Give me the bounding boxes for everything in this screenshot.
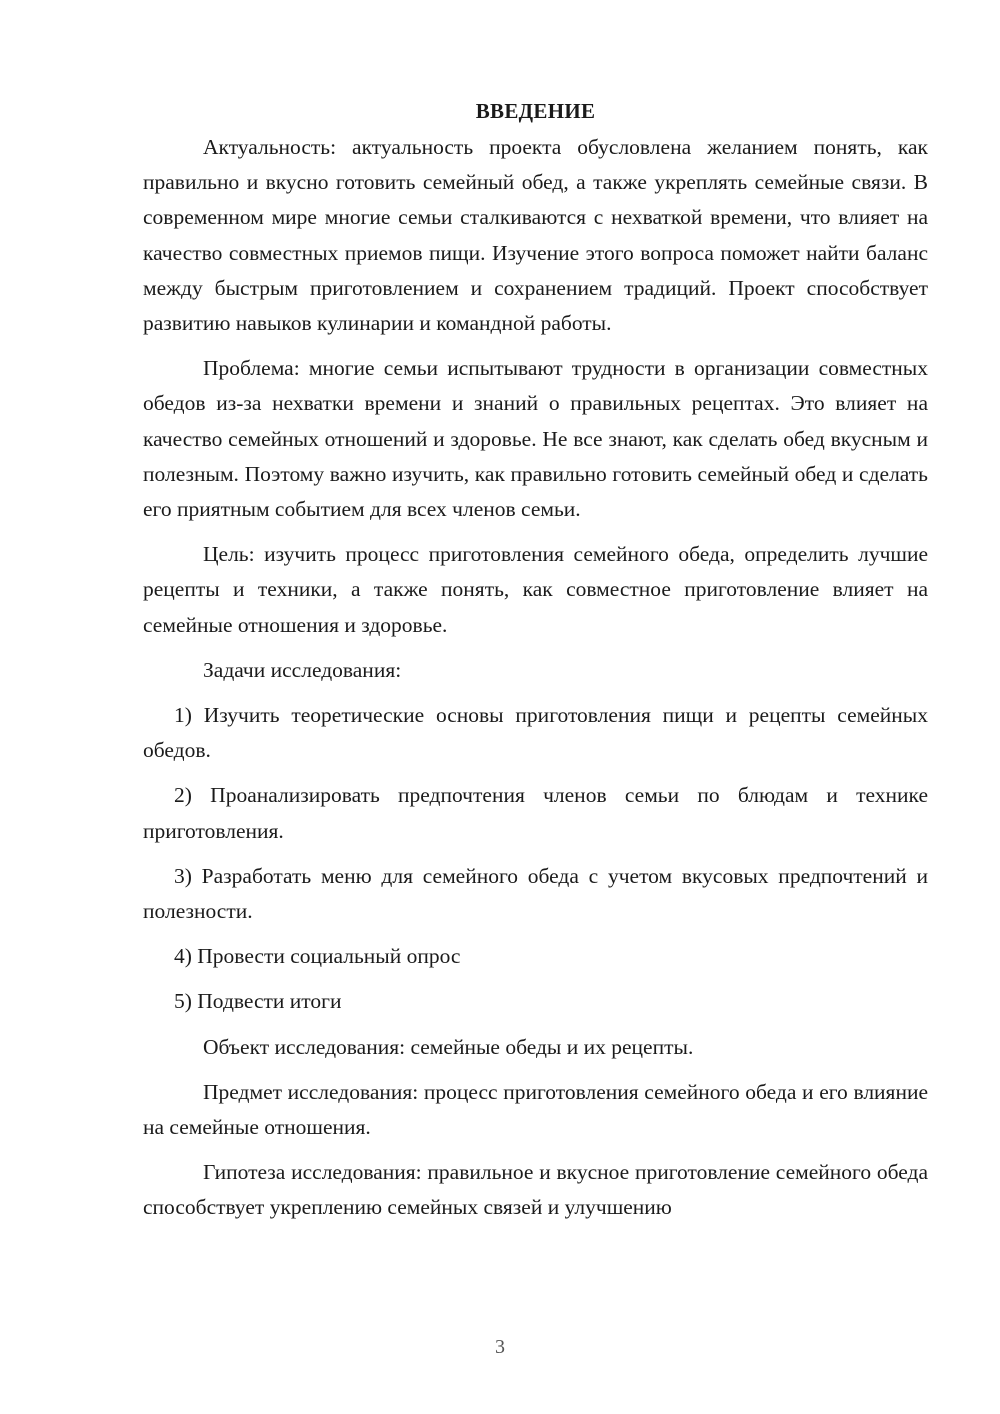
task-item: 5) Подвести итоги [174,989,342,1014]
paragraph-tasks-heading: Задачи исследования: [203,657,402,682]
section-title: ВВЕДЕНИЕ [475,99,596,123]
paragraph-relevance: Актуальность: актуальность проекта обусловлена желанием понять, как правильно и вкусно готовить семейный обед, а также укреплять семейные связи. В современном мире многие семьи сталкиваются с нехваткой времени, что влияет на качество совместных приемов пищи. Изучение этого вопроса поможет найти баланс между быстрым приготовлением и сохранением традиций. Проект способствует развитию навыков кулинарии и командной работы. [143,135,928,336]
document-page [143,96,928,1236]
paragraph-goal: Цель: изучить процесс приготовления семейного обеда, определить лучшие рецепты и техники, а также понять, как совместное приготовление влияет на семейные отношения и здоровье. [143,542,928,637]
task-item: 2) Проанализировать предпочтения членов семьи по блюдам и технике приготовления. [143,783,928,843]
task-item: 3) Разработать меню для семейного обеда с учетом вкусовых предпочтений и полезности. [143,863,928,924]
paragraph-subject: Предмет исследования: процесс приготовления семейного обеда и его влияние на семейные отношения. [143,1079,928,1140]
paragraph-hypothesis: Гипотеза исследования: правильное и вкусное приготовление семейного обеда способствует укреплению семейных связей и улучшению [143,1160,928,1220]
page-number: 3 [495,1336,505,1358]
paragraph-problem: Проблема: многие семьи испытывают трудности в организации совместных обедов из-за нехватки времени и знаний о правильных рецептах. Это влияет на качество семейных отношений и здоровье. Не все знают, как сделать обед вкусным и полезным. Поэтому важно изучить, как правильно готовить семейный обед и сделать его приятным событием для всех членов семьи. [143,356,928,522]
task-item: 1) Изучить теоретические основы приготовления пищи и рецепты семейных обедов. [143,703,928,763]
paragraph-object: Объект исследования: семейные обеды и их рецепты. [203,1034,694,1059]
task-item: 4) Провести социальный опрос [174,944,461,969]
